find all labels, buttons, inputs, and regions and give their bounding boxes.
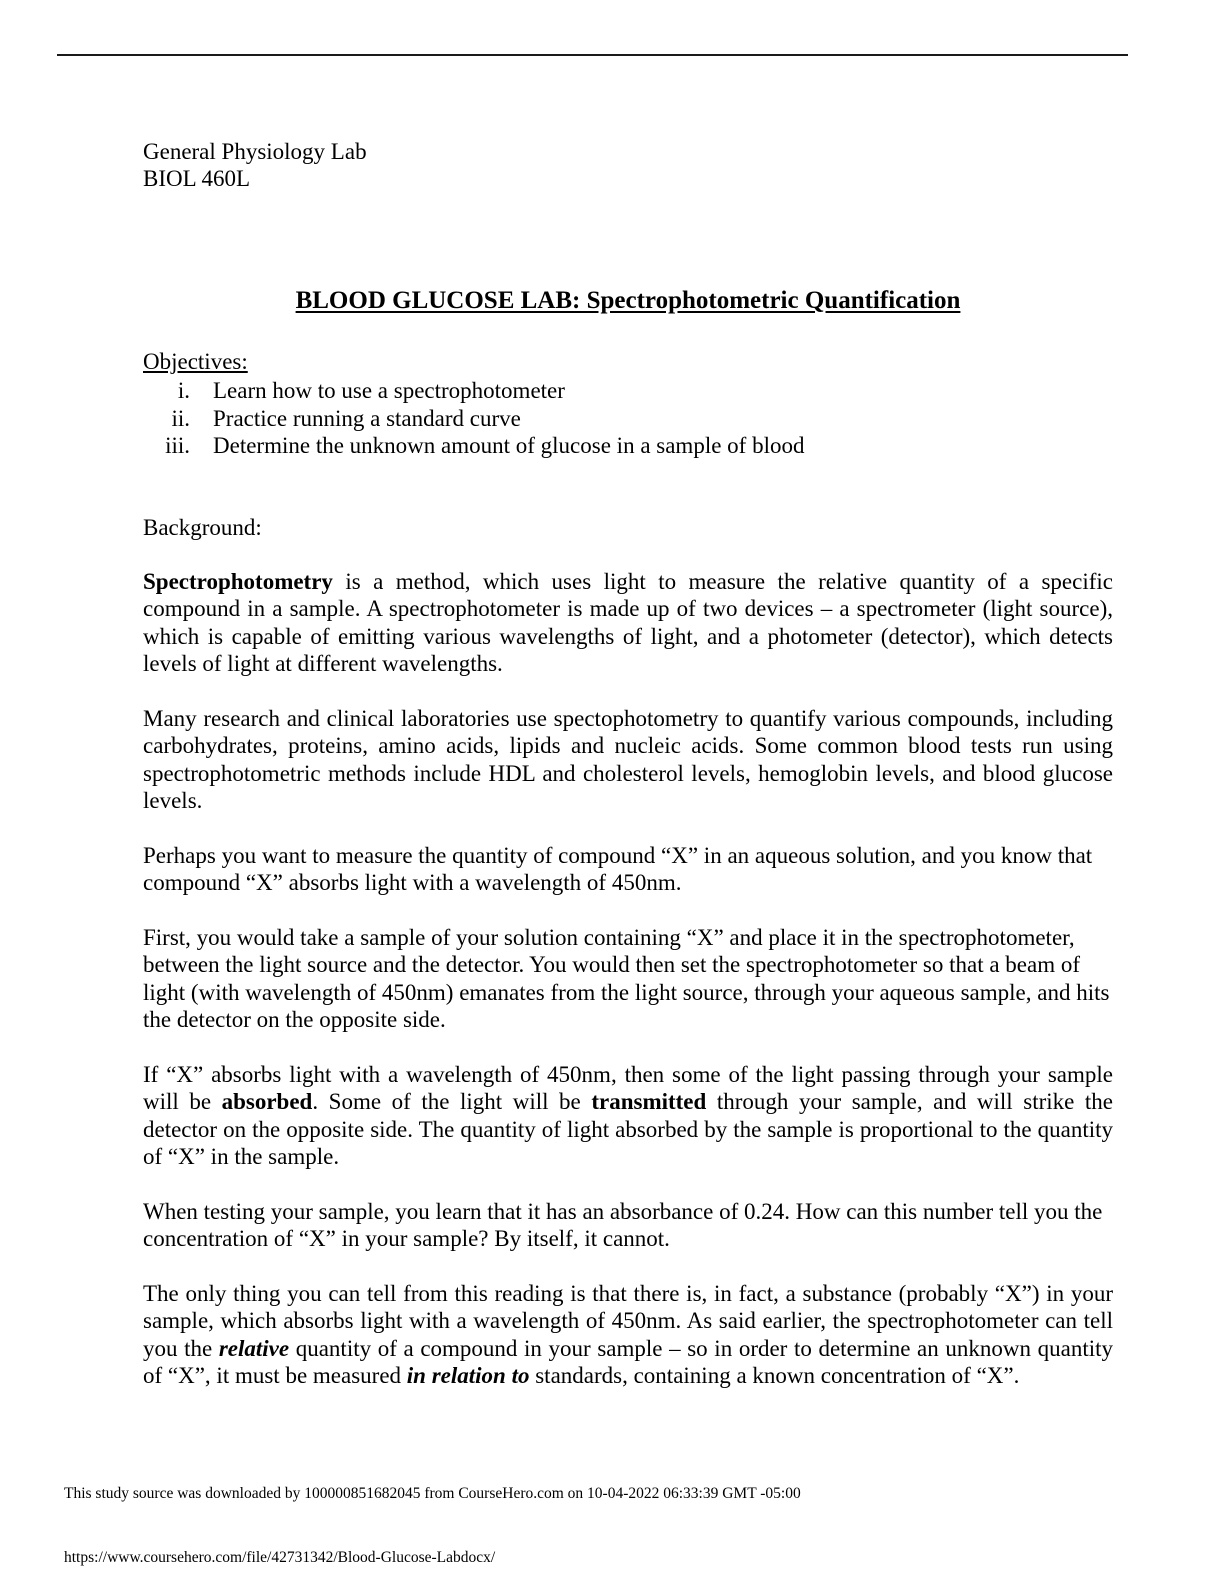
paragraph-relative-standards-c: standards, containing a known concentration of “X”. [529,1363,1020,1388]
list-item [143,432,1113,460]
paragraph-absorbance-reading: When testing your sample, you learn that it has an absorbance of 0.24. How can this number tell you the concentration of “X” in your sample? By itself, it cannot. [143,1198,1103,1251]
course-header [143,138,1113,192]
objectives-list [143,377,1113,460]
paragraph-spectrophotometry [143,568,1113,678]
course-name: General Physiology Lab [143,139,367,164]
paragraph-relative-standards-a: The only thing you can tell from this reading is that there is, in fact, a substance (probably “X”) in your sample, which absorbs light with a wavelength of 450nm. As said earlier, the spectrophotometer can tell you the [143,1280,1113,1361]
paragraph-compound-x-intro: Perhaps you want to measure the quantity of compound “X” in an aqueous solution, and you know that compound “X” absorbs light with a wavelength of 450nm. [143,842,1093,895]
page-title [143,286,1113,316]
paragraph-applications: Many research and clinical laboratories use spectophotometry to quantify various compounds, including carbohydrates, proteins, amino acids, lipids and nucleic acids. Some common blood tests run using spectrophotometric methods include HDL and cholesterol levels, hemoglobin levels, and blood glucose levels. [143,705,1113,813]
paragraph-relative-standards [143,1280,1113,1390]
list-item-numeral: iii. [165,433,190,458]
list-item [143,405,1113,433]
term-transmitted: transmitted [591,1089,707,1114]
list-item-label: Practice running a standard curve [213,405,521,431]
objectives-heading [143,348,1113,375]
paragraph-spectrophotometry-text: is a method, which uses light to measure the relative quantity of a specific compound in a sample. A spectrophotometer is made up of two devices – a spectrometer (light source), which is capable of emitting various wavelengths of light, and a photometer (detector), which detects levels of light at different wavelengths. [143,568,1113,676]
download-note: This study source was downloaded by 100000851682045 from CourseHero.com on 10-04-2022 06:33:39 GMT -05:00 [64,1485,801,1502]
paragraph-absorbed-transmitted-a: If “X” absorbs light with a wavelength of 450nm, then some of the light passing through your sample will be [143,1061,1113,1114]
paragraph-absorbed-transmitted-b: . Some of the light will be [312,1089,592,1114]
header-divider-rule [57,54,1128,56]
document-body [143,138,1113,1390]
objectives-heading-text: Objectives: [143,349,248,374]
paragraph-procedure-overview: First, you would take a sample of your solution containing “X” and place it in the spectrophotometer, between the light source and the detector. You would then set the spectrophotometer so that a beam of light (with wavelength of 450nm) emanates from the light source, through your aqueous sample, and hits the detector on the opposite side. [143,924,1110,1032]
term-absorbed: absorbed [221,1089,313,1114]
paragraph-absorbed-transmitted-c: through your sample, and will strike the detector on the opposite side. The quantity of light absorbed by the sample is proportional to the quantity of “X” in the sample. [143,1089,1114,1169]
source-url[interactable]: https://www.coursehero.com/file/42731342/Blood-Glucose-Labdocx/ [64,1549,496,1566]
list-item-label: Determine the unknown amount of glucose in a sample of blood [213,433,805,458]
list-item [143,377,1113,405]
background-heading-text: Background: [143,514,262,540]
paragraph-relative-standards-b: quantity of a compound in your sample – so in order to determine an unknown quantity of “X”, it must be measured [143,1335,1113,1388]
term-spectrophotometry: Spectrophotometry [143,568,333,594]
course-code: BIOL 460L [143,166,251,191]
background-heading [143,514,1113,541]
list-item-numeral: ii. [171,405,190,431]
paragraph-absorbed-transmitted [143,1061,1113,1171]
list-item-numeral: i. [177,378,190,403]
term-in-relation-to: in relation to [406,1363,530,1388]
term-relative: relative [218,1335,290,1361]
page-title-text: BLOOD GLUCOSE LAB: Spectrophotometric Quantification [295,287,961,314]
list-item-label: Learn how to use a spectrophotometer [213,378,565,403]
